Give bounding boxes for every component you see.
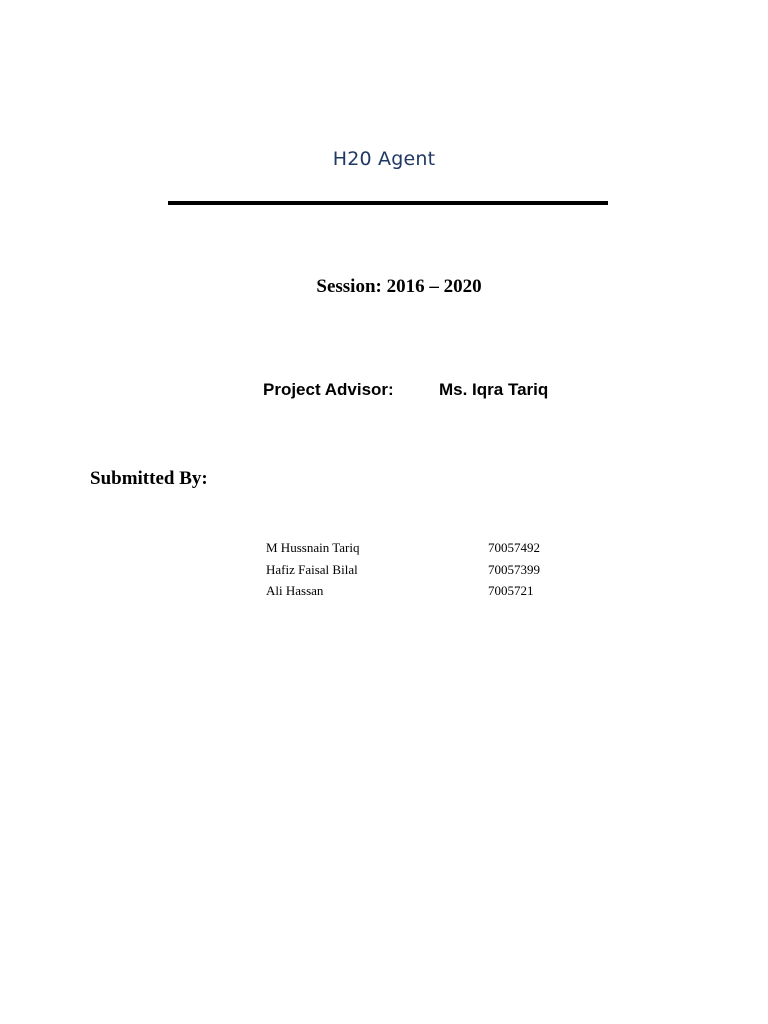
member-name: M Hussnain Tariq — [266, 540, 360, 555]
advisor-label: Project Advisor: — [263, 380, 394, 399]
member-id: 7005721 — [488, 583, 534, 598]
submitted-by-heading: Submitted By: — [90, 468, 208, 489]
member-id: 70057399 — [488, 561, 540, 577]
title-divider — [168, 201, 608, 205]
member-row — [266, 540, 586, 562]
member-name: Ali Hassan — [266, 583, 324, 598]
advisor-name: Ms. Iqra Tariq — [439, 380, 549, 399]
member-row — [266, 583, 586, 605]
member-id: 70057492 — [488, 540, 540, 555]
member-name: Hafiz Faisal Bilal — [266, 561, 358, 577]
member-row — [266, 562, 586, 584]
member-list — [266, 540, 586, 605]
session-years: Session: 2016 – 2020 — [316, 276, 482, 297]
document-title: H20 Agent — [332, 148, 436, 170]
